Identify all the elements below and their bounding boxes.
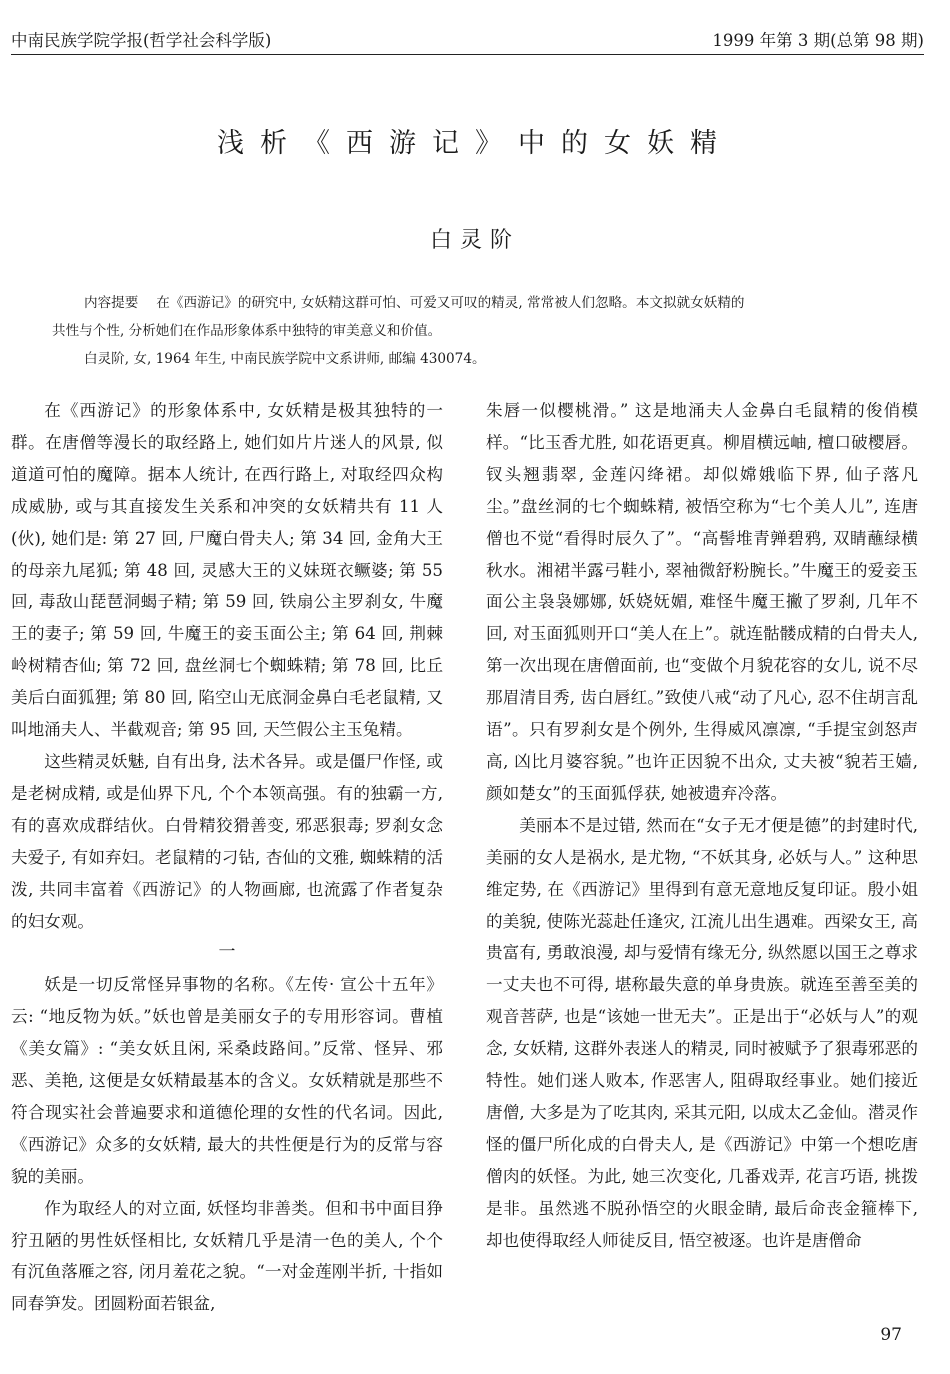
paragraph: 在《西游记》的形象体系中, 女妖精是极其独特的一群。在唐僧等漫长的取经路上, 她们如片片迷人的风景, 似道道可怕的魔障。据本人统计, 在西行路上, 对取经四众构成威胁, 或与其直接发生关系和冲突的女妖精共有 11 人(伙), 她们是: 第 27 回, 尸魔白骨夫人; 第 34 回, 金角大王的母亲九尾狐; 第 48 回, 灵感大王的义妹斑衣鳜婆; 第 55 回, 毒敌山琵琶洞蝎子精; 第 59 回, 铁扇公主罗刹女, 牛魔王的妻子; 第 59 回, 牛魔王的妾玉面公主; 第 64 回, 荆棘岭树精杏仙; 第 72 回, 盘丝洞七个蜘蛛精; 第 78 回, 比丘美后白面狐狸; 第 80 回, 陷空山无底洞金鼻白毛老鼠精, 又叫地涌夫人、半截观音; 第 95 回, 天竺假公主玉兔精。 — [11, 401, 443, 740]
author-bio: 白灵阶, 女, 1964 年生, 中南民族学院中文系讲师, 邮编 430074。 — [84, 351, 486, 367]
paragraph: 这些精灵妖魅, 自有出身, 法术各异。或是僵尸作怪, 或是老树成精, 或是仙界下凡, 个个本领高强。有的独霸一方, 有的喜欢成群结伙。白骨精狡猾善变, 邪恶狠毒; 罗刹女念夫爱子, 有如弃妇。老鼠精的刁钻, 杏仙的文雅, 蜘蛛精的活泼, 共同丰富着《西游记》的人物画廊, 也流露了作者复杂的妇女观。 — [11, 751, 443, 931]
journal-name: 中南民族学院学报(哲学社会科学版) — [11, 31, 272, 50]
abstract — [52, 289, 882, 373]
page-number: 97 — [880, 1325, 902, 1345]
paragraph: 美丽本不是过错, 然而在“女子无才便是德”的封建时代, 美丽的女人是祸水, 是尤物, “不妖其身, 必妖与人。” 这种思维定势, 在《西游记》里得到有意无意地反复印证。殷小姐的美貌, 使陈光蕊赴任逢灾, 江流儿出生遇难。西梁女王, 高贵富有, 勇敢浪漫, 却与爱情有缘无分, 纵然愿以国王之尊求一丈夫也不可得, 堪称最失意的单身贵族。就连至善至美的观音菩萨, 也是“该她一世无夫”。正是出于“必妖与人”的观念, 女妖精, 这群外表迷人的精灵, 同时被赋予了狠毒邪恶的特性。她们迷人败本, 作恶害人, 阻碍取经事业。她们接近唐僧, 大多是为了吃其肉, 采其元阳, 以成太乙金仙。潜灵作怪的僵尸所化成的白骨夫人, 是《西游记》中第一个想吃唐僧肉的妖怪。为此, 她三次变化, 几番戏弄, 花言巧语, 挑拨是非。虽然逃不脱孙悟空的火眼金睛, 最后命丧金箍棒下, 却也使得取经人师徒反目, 悟空被逐。也许是唐僧命 — [486, 815, 918, 1250]
right-column — [486, 395, 918, 1256]
section-heading: 一 — [218, 942, 236, 963]
issue-info: 1999 年第 3 期(总第 98 期) — [712, 31, 924, 50]
abstract-line-1: 内容提要 在《西游记》的研究中, 女妖精这群可怕、可爱又可叹的精灵, 常常被人们忽略。本文拟就女妖精的 — [84, 295, 745, 311]
paragraph: 作为取经人的对立面, 妖怪均非善类。但和书中面目狰狞丑陋的男性妖怪相比, 女妖精几乎是清一色的美人, 个个有沉鱼落雁之容, 闭月羞花之貌。“一对金莲刚半折, 十指如同春笋发。团圆粉面若银盆, — [11, 1198, 443, 1314]
left-column — [11, 395, 443, 1320]
article-author: 白灵阶 — [429, 228, 520, 253]
paragraph: 朱唇一似樱桃滑。” 这是地涌夫人金鼻白毛鼠精的俊俏模样。“比玉香尤胜, 如花语更真。柳眉横远岫, 檀口破樱唇。钗头翘翡翠, 金莲闪绛裙。却似嫦娥临下界, 仙子落凡尘。”盘丝洞的七个蜘蛛精, 被悟空称为“七个美人儿”, 连唐僧也不觉“看得时辰久了”。“高髻堆青亸碧鸦, 双睛蘸绿横秋水。湘裙半露弓鞋小, 翠袖微舒粉腕长。”牛魔王的爱妾玉面公主袅袅娜娜, 妖娆妩媚, 难怪牛魔王撇了罗刹, 几年不回, 对玉面狐则开口“美人在上”。就连骷髅成精的白骨夫人, 第一次出现在唐僧面前, 也“变做个月貌花容的女儿, 说不尽那眉清目秀, 齿白唇红。”致使八戒“动了凡心, 忍不住胡言乱语”。只有罗刹女是个例外, 生得威风凛凛, “手提宝剑怒声高, 凶比月婆容貌。”也许正因貌不出众, 丈夫被“貌若王嫱, 颜如楚女”的玉面狐俘获, 她被遗弃冷落。 — [486, 401, 918, 803]
paragraph: 妖是一切反常怪异事物的名称。《左传· 宣公十五年》云: “地反物为妖。”妖也曾是美丽女子的专用形容词。曹植《美女篇》: “美女妖且闲, 采桑歧路间。”反常、怪异、邪恶、美艳, 这便是女妖精最基本的含义。女妖精就是那些不符合现实社会普遍要求和道德伦理的女性的代名词。因此, 《西游记》众多的女妖精, 最大的共性便是行为的反常与容貌的美丽。 — [11, 975, 443, 1186]
abstract-line-2: 共性与个性, 分析她们在作品形象体系中独特的审美意义和价值。 — [52, 323, 442, 339]
article-title: 浅析《西游记》中的女妖精 — [217, 128, 733, 159]
running-head — [11, 30, 924, 55]
